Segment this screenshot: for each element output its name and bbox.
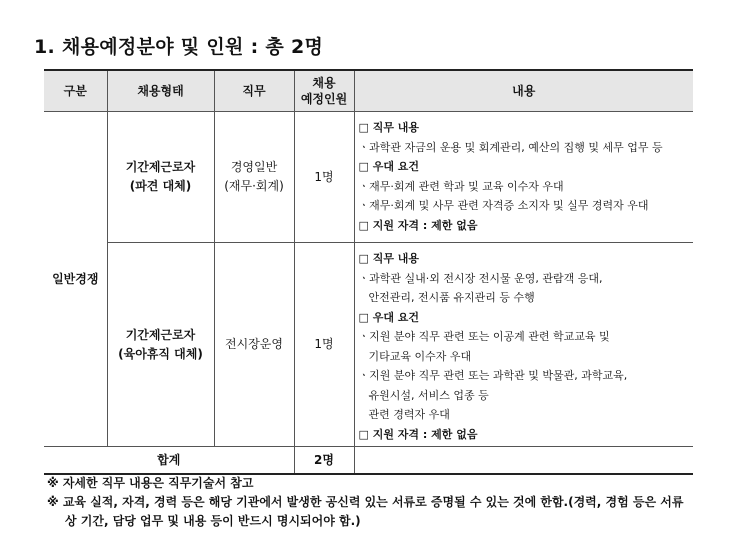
content-heading: □ 지원 자격 : 제한 없음 (358, 218, 478, 232)
header-count (294, 70, 354, 112)
notes (47, 474, 693, 531)
content-line: ㆍ재무·회계 관련 학과 및 교육 이수자 우대 (358, 179, 564, 193)
job-line2: (재무·회계) (224, 179, 284, 193)
employment-type-line2: (파견 대체) (129, 179, 192, 193)
content-line: ㆍ재무·회계 및 사무 관련 자격증 소지자 및 실무 경력자 우대 (358, 199, 649, 212)
header-count-line2: 예정인원 (300, 92, 348, 106)
note-2: ※ 교육 실적, 자격, 경력 등은 해당 기관에서 발생한 공신력 있는 서류로 증명될 수 있는 것에 한함.(경력, 경험 등은 서류상 기간, 담당 업무 및 내용 등이 반드시 명시되어야 함.) (47, 495, 684, 528)
header-content: 내용 (354, 70, 693, 112)
content-line: 기타교육 이수자 우대 (368, 349, 472, 363)
content-cell (354, 112, 693, 243)
content-heading: □ 지원 자격 : 제한 없음 (358, 427, 478, 441)
employment-type-cell (107, 243, 214, 447)
total-content-empty (354, 447, 693, 475)
header-category: 구분 (44, 70, 107, 112)
content-line: ㆍ지원 분야 직무 관련 또는 이공계 관련 학교교육 및 (358, 330, 610, 343)
table-row (44, 243, 693, 447)
table-header-row (44, 70, 693, 112)
employment-type-line1: 기간제근로자 (125, 160, 196, 174)
content-heading: □ 우대 요건 (358, 160, 420, 173)
total-label: 합계 (44, 447, 294, 475)
note-1: ※ 자세한 직무 내용은 직무기술서 참고 (47, 476, 254, 490)
content-heading: □ 직무 내용 (358, 121, 420, 134)
employment-type-line2: (육아휴직 대체) (118, 346, 203, 361)
content-line: ㆍ지원 분야 직무 관련 또는 과학관 및 박물관, 과학교육, (358, 369, 628, 382)
page-title: 1. 채용예정분야 및 인원 : 총 2명 (34, 36, 324, 58)
employment-type-line1: 기간제근로자 (125, 327, 196, 342)
total-row (44, 447, 693, 475)
header-count-line1: 채용 (312, 76, 336, 90)
content-heading: □ 직무 내용 (358, 252, 420, 265)
count-cell: 1명 (294, 243, 354, 447)
content-line: 관련 경력자 우대 (368, 408, 450, 421)
content-heading: □ 우대 요건 (358, 310, 420, 324)
total-count: 2명 (294, 447, 354, 475)
category-cell: 일반경쟁 (44, 112, 107, 447)
employment-type-cell (107, 112, 214, 243)
content-line: 안전관리, 전시품 유지관리 등 수행 (368, 291, 535, 304)
recruitment-table (44, 69, 693, 475)
job-cell: 전시장운영 (214, 243, 294, 447)
header-employment-type: 채용형태 (107, 70, 214, 112)
content-line: ㆍ과학관 자금의 운용 및 회계관리, 예산의 집행 및 세무 업무 등 (358, 140, 663, 154)
table-row (44, 112, 693, 243)
job-cell (214, 112, 294, 243)
content-line: ㆍ과학관 실내·외 전시장 전시물 운영, 관람객 응대, (358, 271, 603, 285)
count-cell: 1명 (294, 112, 354, 243)
job-line1: 경영일반 (230, 160, 278, 174)
content-cell (354, 243, 693, 447)
content-line: 유원시설, 서비스 업종 등 (368, 388, 489, 402)
header-job: 직무 (214, 70, 294, 112)
